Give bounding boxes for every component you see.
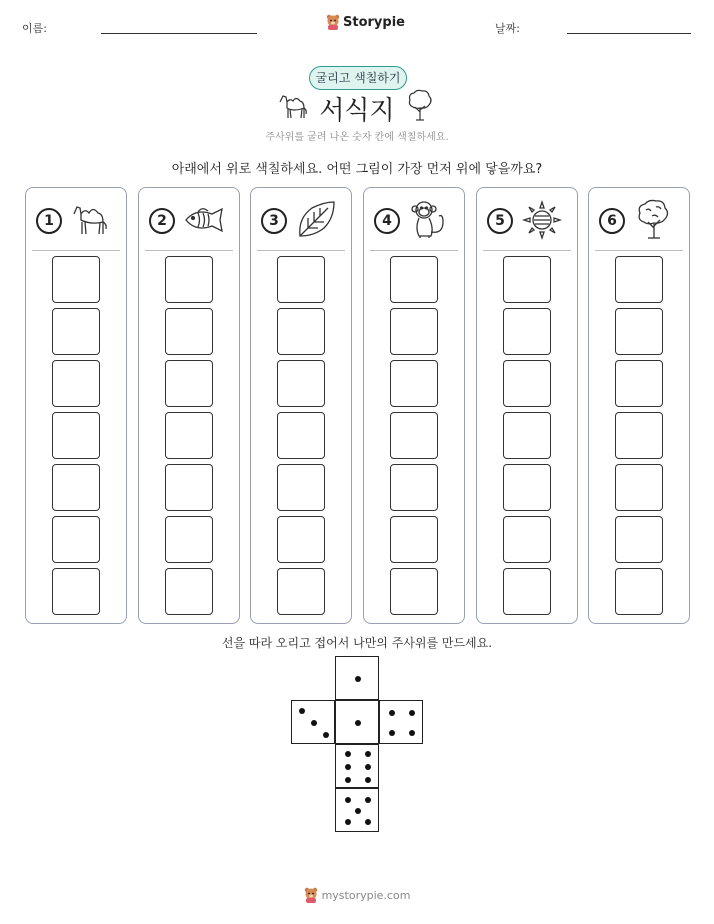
column-divider	[595, 250, 683, 251]
dice-pip	[365, 777, 371, 783]
color-box[interactable]	[615, 516, 663, 563]
dice-pip	[299, 708, 305, 714]
column-divider	[257, 250, 345, 251]
habitat-column-6	[588, 187, 690, 624]
dice-instruction: 선을 따라 오리고 접어서 나만의 주사위를 만드세요.	[221, 636, 493, 650]
dice-pip	[345, 777, 351, 783]
color-box[interactable]	[615, 464, 663, 511]
brand-name: Storypie	[343, 14, 405, 30]
bear-mascot-icon	[304, 887, 318, 903]
color-box[interactable]	[503, 308, 551, 355]
dice-face-one	[335, 700, 379, 744]
column-number: 5	[487, 208, 513, 234]
color-box[interactable]	[615, 256, 663, 303]
dice-face-one	[335, 656, 379, 700]
coloring-instruction: 아래에서 위로 색칠하세요. 어떤 그림이 가장 먼저 위에 닿을까요?	[171, 162, 543, 177]
color-box[interactable]	[503, 360, 551, 407]
color-box[interactable]	[390, 360, 438, 407]
date-line[interactable]	[567, 33, 691, 34]
fish-icon	[181, 198, 227, 242]
date-label: 날짜:	[495, 22, 520, 35]
color-box[interactable]	[390, 568, 438, 615]
color-box[interactable]	[52, 308, 100, 355]
color-box[interactable]	[615, 568, 663, 615]
dice-pip	[365, 751, 371, 757]
dice-pip	[355, 720, 361, 726]
name-line[interactable]	[101, 33, 257, 34]
page-title: 서식지	[319, 96, 395, 126]
color-box[interactable]	[390, 308, 438, 355]
color-box[interactable]	[277, 360, 325, 407]
column-header	[589, 188, 689, 250]
column-header	[26, 188, 126, 250]
habitat-column-1	[25, 187, 127, 624]
color-box[interactable]	[277, 516, 325, 563]
page-subtitle: 주사위를 굴려 나온 숫자 칸에 색칠하세요.	[265, 132, 449, 143]
color-box[interactable]	[277, 308, 325, 355]
column-header	[139, 188, 239, 250]
color-box[interactable]	[503, 516, 551, 563]
color-box[interactable]	[52, 412, 100, 459]
dice-pip	[345, 819, 351, 825]
color-box[interactable]	[165, 464, 213, 511]
column-header	[364, 188, 464, 250]
dice-pip	[311, 720, 317, 726]
dice-pip	[365, 819, 371, 825]
habitat-column-2	[138, 187, 240, 624]
color-box[interactable]	[503, 568, 551, 615]
color-box[interactable]	[615, 412, 663, 459]
dice-pip	[389, 730, 395, 736]
dice-face-six	[335, 744, 379, 788]
column-divider	[370, 250, 458, 251]
color-box[interactable]	[503, 256, 551, 303]
color-box[interactable]	[503, 412, 551, 459]
leaf-icon	[293, 198, 339, 242]
color-box[interactable]	[52, 568, 100, 615]
tree-icon	[405, 88, 435, 122]
color-box[interactable]	[165, 516, 213, 563]
color-box[interactable]	[277, 568, 325, 615]
dice-face-three	[291, 700, 335, 744]
color-box[interactable]	[165, 360, 213, 407]
column-header	[251, 188, 351, 250]
color-box[interactable]	[165, 256, 213, 303]
sun-icon	[519, 198, 565, 242]
color-box[interactable]	[52, 516, 100, 563]
color-box[interactable]	[52, 360, 100, 407]
dice-pip	[389, 710, 395, 716]
dice-pip	[409, 730, 415, 736]
color-box[interactable]	[52, 464, 100, 511]
color-box[interactable]	[390, 412, 438, 459]
color-box[interactable]	[390, 256, 438, 303]
habitat-column-5	[476, 187, 578, 624]
color-box[interactable]	[615, 360, 663, 407]
dice-pip	[365, 764, 371, 770]
column-number: 6	[599, 208, 625, 234]
dice-pip	[355, 676, 361, 682]
color-box[interactable]	[390, 464, 438, 511]
color-box[interactable]	[277, 256, 325, 303]
dice-pip	[345, 797, 351, 803]
color-box[interactable]	[165, 568, 213, 615]
color-box[interactable]	[503, 464, 551, 511]
dice-face-five	[335, 788, 379, 832]
dice-pip	[323, 732, 329, 738]
dice-pip	[409, 710, 415, 716]
dice-pip	[345, 751, 351, 757]
footer-url: mystorypie.com	[321, 888, 411, 902]
color-box[interactable]	[165, 412, 213, 459]
habitat-column-3	[250, 187, 352, 624]
dice-face-four	[379, 700, 423, 744]
column-number: 1	[36, 208, 62, 234]
dice-pip	[355, 808, 361, 814]
dice-pip	[365, 797, 371, 803]
brand-logo	[326, 14, 405, 30]
camel-icon	[68, 198, 114, 242]
color-box[interactable]	[615, 308, 663, 355]
footer	[0, 887, 714, 903]
column-divider	[483, 250, 571, 251]
color-box[interactable]	[165, 308, 213, 355]
column-number: 3	[261, 208, 287, 234]
tree-icon	[631, 198, 677, 242]
activity-badge: 굴리고 색칠하기	[309, 66, 407, 90]
color-box[interactable]	[52, 256, 100, 303]
column-divider	[32, 250, 120, 251]
name-label: 이름:	[22, 22, 47, 35]
color-box[interactable]	[277, 464, 325, 511]
color-box[interactable]	[277, 412, 325, 459]
column-header	[477, 188, 577, 250]
column-divider	[145, 250, 233, 251]
column-number: 4	[374, 208, 400, 234]
habitat-column-4	[363, 187, 465, 624]
bear-mascot-icon	[326, 14, 340, 30]
monkey-icon	[406, 198, 452, 242]
column-number: 2	[149, 208, 175, 234]
color-box[interactable]	[390, 516, 438, 563]
dice-pip	[345, 764, 351, 770]
